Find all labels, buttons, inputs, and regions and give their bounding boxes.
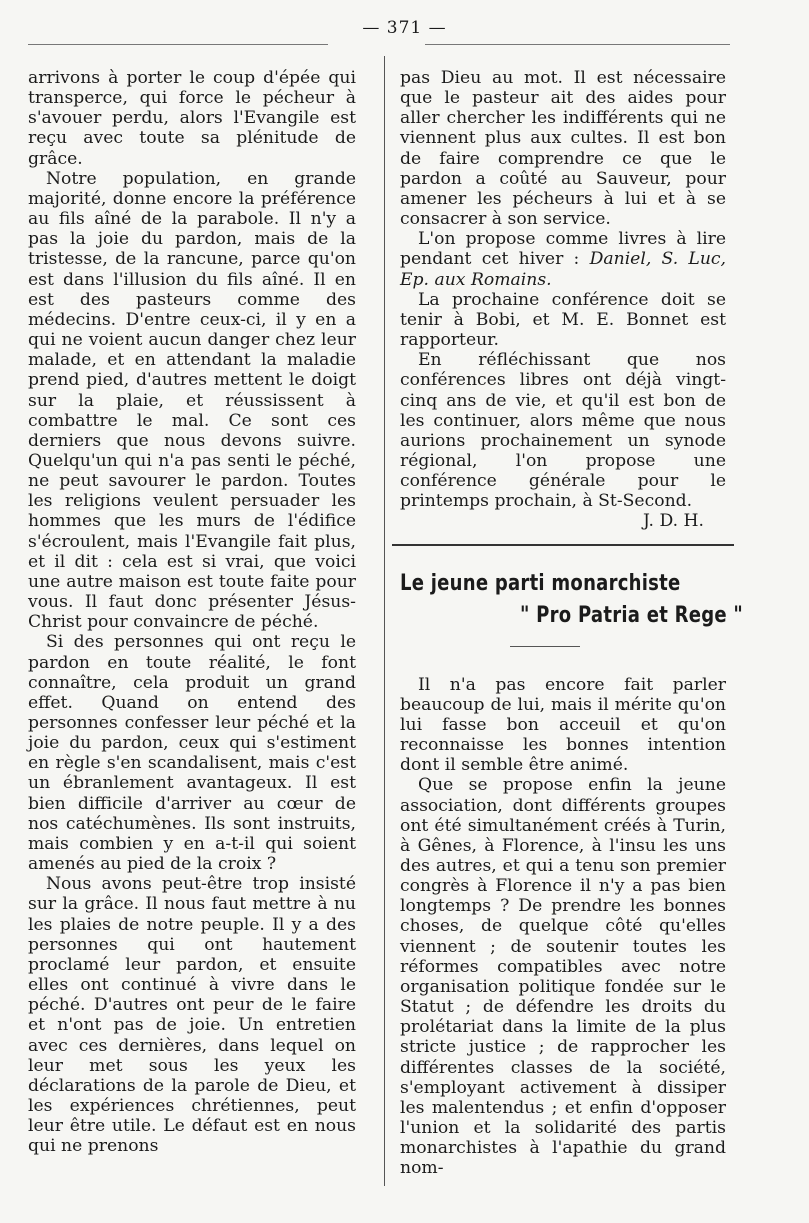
section-rule [392,544,734,546]
paragraph: En réfléchissant que nos conférences libres ont déjà vingt-cinq ans de vie, et qu'il est bon de les continuer, alors même que nous aurions prochainement un synode régional, l'on propose une conférence générale pour le printemps prochain, à St-Second. [400,350,726,512]
signature: J. D. H. [642,511,704,532]
reading-list-lead: L'on propose comme livres à lire pendant cet hiver : [400,229,726,270]
paragraph [400,229,726,289]
page-number: — 371 — [362,18,447,38]
right-column [400,68,744,1179]
paragraph: Que se propose enfin la jeune association, dont différents groupes ont été simultanément créés à Turin, à Gênes, à Florence, à l'insu les uns des autres, et qui a tenu son premier congrès à Florence il n'y a pas bien longtemps ? De prendre les bonnes choses, de quelque côté qu'elles viennent ; de soutenir toutes les réformes compatibles avec notre organisation politique fondée sur le Statut ; de défendre les droits du prolétariat dans la limite de la plus stricte justice ; de rapprocher les différentes classes de la société, s'employant activement à dissiper les malentendus ; et enfin d'opposer l'union et la solidarité des partis monarchistes à l'apathie du grand nom- [400,775,726,1179]
paragraph: Nous avons peut-être trop insisté sur la grâce. Il nous faut mettre à nu les plaies de notre peuple. Il y a des personnes qui ont hautement proclamé leur pardon, et ensuite elles ont continué à vivre dans le péché. D'autres ont peur de le faire et n'ont pas de joie. Un entretien avec ces dernières, dans lequel on leur met sous les yeux les déclarations de la parole de Dieu, et les expériences chrétiennes, peut leur être utile. Le défaut est en nous qui ne prenons [28,874,356,1157]
paragraph: Si des personnes qui ont reçu le pardon en toute réalité, le font connaître, cela produit un grand effet. Quand on entend des personnes confesser leur péché et la joie du pardon, ceux qui s'estiment en règle s'en scandalisent, mais c'est un ébranlement avantageux. Il est bien difficile d'arriver au cœur de nos catéchumènes. Ils sont instruits, mais combien y en a-t-il qui soient amenés au pied de la croix ? [28,632,356,875]
left-column [28,68,356,1156]
article-subtitle: " Pro Patria et Rege " [520,602,744,628]
reading-list-books: Daniel, S. Luc, Ep. aux Romains. [400,249,726,290]
column-divider [384,56,385,1186]
paragraph: arrivons à porter le coup d'épée qui transperce, qui force le pécheur à s'avouer perdu, alors l'Evangile est reçu avec toute sa plénitude de grâce. [28,68,356,169]
title-rule [510,646,580,647]
paragraph: La prochaine conférence doit se tenir à Bobi, et M. E. Bonnet est rapporteur. [400,289,726,351]
paragraph: Il n'a pas encore fait parler beaucoup de lui, mais il mérite qu'on lui fasse bon acceuil et qu'on reconnaisse les bonnes intention dont il semble être animé. [400,674,726,776]
paragraph: Notre population, en grande majorité, donne encore la préférence au fils aîné de la parabole. Il n'y a pas la joie du pardon, mais de la tristesse, de la rancune, parce qu'on est dans l'illusion du fils aîné. Il en est des pasteurs comme des médecins. D'entre ceux-ci, il y en a qui ne voient aucun danger chez leur malade, et en attendant la maladie prend pied, d'autres mettent le doigt sur la plaie, et réussissent à combattre le mal. Ce sont ces derniers que nous devons suivre. Quelqu'un qui n'a pas senti le péché, ne peut savourer le pardon. Toutes les religions veulent persuader les hommes que les murs de l'édifice s'écroulent, mais l'Evangile fait plus, et il dit : cela est si vrai, que voici une autre maison est toute faite pour vous. Il faut donc présenter Jésus-Christ pour convaincre de péché. [28,168,356,633]
header-rule-right [425,44,730,45]
article-title: Le jeune parti monarchiste [400,570,681,596]
paragraph: pas Dieu au mot. Il est nécessaire que le pasteur ait des aides pour aller chercher les indifférents qui ne viennent plus aux cultes. Il est bon de faire comprendre ce que le pardon a coûté au Sauveur, pour amener les pécheurs à lui et à se consacrer à son service. [400,68,726,230]
header-rule-left [28,44,328,45]
